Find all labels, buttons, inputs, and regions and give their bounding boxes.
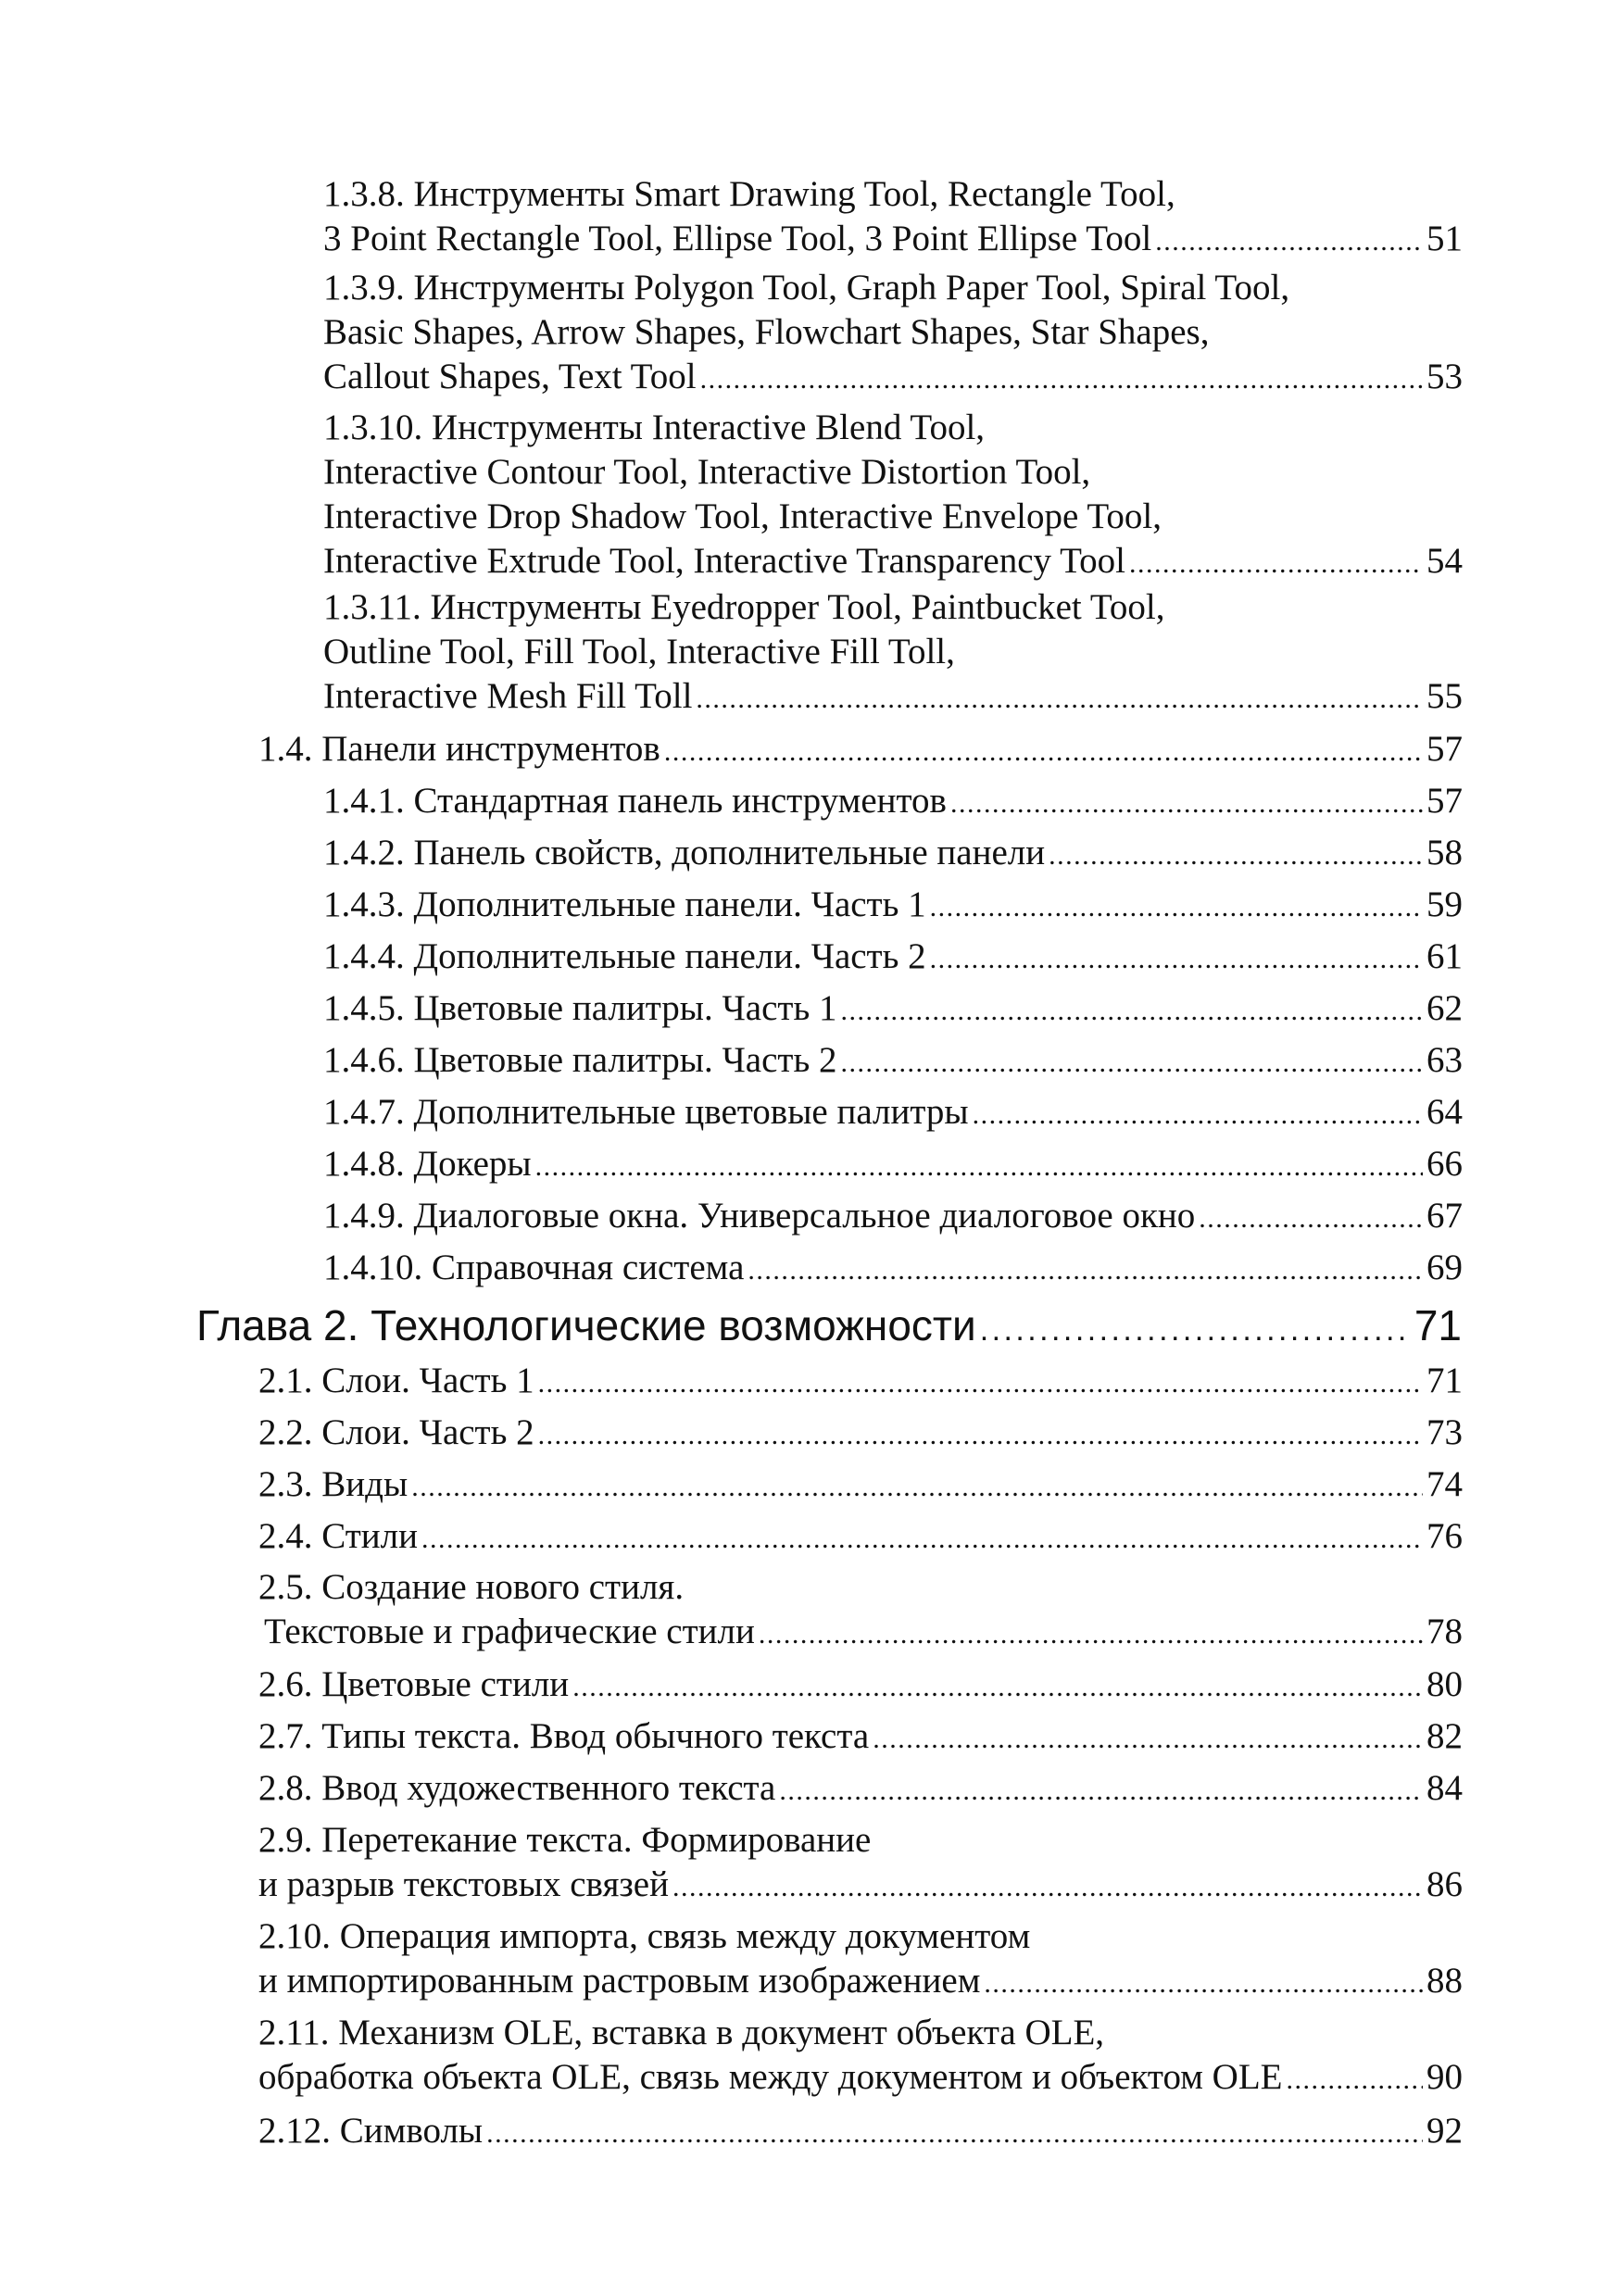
toc-entry-title: 2.4. Стили — [258, 1516, 418, 1556]
toc-page-number: 63 — [1426, 1040, 1463, 1080]
toc-entry-title: 1.4.9. Диалоговые окна. Универсальное диалоговое окно — [323, 1196, 1196, 1236]
toc-entry-title: 2.6. Цветовые стили — [258, 1664, 570, 1704]
toc-page-number: 82 — [1426, 1716, 1463, 1756]
leader-dots — [984, 1962, 1423, 2006]
toc-page-number: 57 — [1426, 729, 1463, 769]
toc-entry-1-4-4 — [323, 935, 1463, 982]
toc-entry-line: 1.3.10. Инструменты Interactive Blend Tool, — [323, 408, 986, 447]
leader-dots — [748, 1248, 1423, 1293]
toc-entry-1-4-2 — [323, 831, 1463, 878]
toc-entry-2-10 — [258, 1914, 1463, 2006]
toc-entry-1-3-10 — [323, 406, 1463, 586]
toc-page-number: 58 — [1426, 833, 1463, 872]
toc-entry-1-4-5 — [323, 986, 1463, 1034]
toc-entry-1-4-10 — [323, 1246, 1463, 1293]
toc-entry-line: 1.3.11. Инструменты Eyedropper Tool, Paintbucket Tool, — [323, 587, 1165, 627]
toc-entry-title: 2.1. Слои. Часть 1 — [258, 1361, 534, 1400]
toc-page-number: 54 — [1426, 541, 1463, 581]
toc-entry-title: 1.4.5. Цветовые палитры. Часть 1 — [323, 988, 837, 1028]
toc-entry-2-5 — [258, 1565, 1463, 1657]
toc-page-number: 84 — [1426, 1768, 1463, 1808]
toc-entry-1-4 — [258, 727, 1463, 774]
toc-entry-title: Interactive Extrude Tool, Interactive Transparency Tool — [323, 541, 1125, 581]
leader-dots — [1155, 220, 1423, 264]
toc-page-number: 73 — [1426, 1412, 1463, 1452]
toc-page-number: 59 — [1426, 885, 1463, 924]
toc-entry-title: 2.7. Типы текста. Ввод обычного текста — [258, 1716, 870, 1756]
toc-entry-2-9 — [258, 1818, 1463, 1910]
toc-entry-title: 1.4.1. Стандартная панель инструментов — [323, 781, 947, 821]
toc-entry-title: 1.4.8. Докеры — [323, 1144, 532, 1184]
leader-dots — [535, 1145, 1423, 1189]
leader-dots — [779, 1769, 1423, 1813]
toc-entry-title: Interactive Mesh Fill Toll — [323, 676, 693, 716]
toc-entry-line: 2.11. Механизм OLE, вставка в документ объекта OLE, — [258, 2013, 1105, 2052]
toc-entry-2-8 — [258, 1766, 1463, 1813]
toc-page-number: 66 — [1426, 1144, 1463, 1184]
toc-entry-title: обработка объекта OLE, связь между документом и объектом OLE — [258, 2057, 1283, 2097]
leader-dots — [1286, 2058, 1423, 2102]
toc-page-number: 74 — [1426, 1464, 1463, 1504]
leader-dots — [1129, 542, 1423, 586]
toc-entry-2-2 — [258, 1411, 1463, 1458]
toc-page-number: 88 — [1426, 1961, 1463, 2001]
toc-entry-2-6 — [258, 1662, 1463, 1710]
toc-entry-1-4-7 — [323, 1090, 1463, 1137]
toc-page-number: 69 — [1426, 1248, 1463, 1287]
leader-dots — [1199, 1197, 1423, 1241]
toc-entry-line: 2.9. Перетекание текста. Формирование — [258, 1820, 872, 1860]
toc-entry-2-11 — [258, 2011, 1463, 2102]
toc-page-number: 67 — [1426, 1196, 1463, 1236]
leader-dots — [980, 1304, 1411, 1356]
toc-entry-line: 1.3.9. Инструменты Polygon Tool, Graph Paper Tool, Spiral Tool, — [323, 268, 1290, 307]
leader-dots — [759, 1612, 1423, 1657]
toc-page-number: 51 — [1426, 219, 1463, 258]
toc-entry-title: 2.2. Слои. Часть 2 — [258, 1412, 534, 1452]
toc-page-number: 61 — [1426, 936, 1463, 976]
toc-entry-title: 2.3. Виды — [258, 1464, 408, 1504]
toc-page-number: 76 — [1426, 1516, 1463, 1556]
toc-entry-title: 1.4.4. Дополнительные панели. Часть 2 — [323, 936, 926, 976]
toc-entry-title: 2.8. Ввод художественного текста — [258, 1768, 776, 1808]
toc-page-number: 55 — [1426, 676, 1463, 716]
toc-entry-1-3-8 — [323, 172, 1463, 264]
leader-dots — [700, 358, 1423, 402]
toc-page-number: 64 — [1426, 1092, 1463, 1132]
toc-entry-line: 2.10. Операция импорта, связь между документом — [258, 1916, 1031, 1956]
leader-dots — [421, 1517, 1423, 1562]
leader-dots — [930, 885, 1423, 930]
toc-entry-2-12 — [258, 2109, 1463, 2156]
toc-entry-title: 2.12. Символы — [258, 2111, 484, 2151]
leader-dots — [411, 1465, 1423, 1510]
toc-entry-title: 1.4.6. Цветовые палитры. Часть 2 — [323, 1040, 837, 1080]
toc-entry-title: 1.4.3. Дополнительные панели. Часть 1 — [323, 885, 926, 924]
leader-dots — [973, 1093, 1423, 1137]
leader-dots — [950, 782, 1423, 826]
leader-dots — [538, 1361, 1423, 1406]
toc-page-number: 71 — [1414, 1301, 1462, 1349]
toc-page-number: 71 — [1426, 1361, 1463, 1400]
toc-entry-line: 1.3.8. Инструменты Smart Drawing Tool, Rectangle Tool, — [323, 174, 1175, 214]
toc-entry-1-3-11 — [323, 585, 1463, 721]
toc-entry-title: Callout Shapes, Text Tool — [323, 357, 697, 396]
leader-dots — [696, 677, 1423, 721]
leader-dots — [486, 2112, 1423, 2156]
leader-dots — [572, 1665, 1423, 1710]
toc-entry-1-4-8 — [323, 1142, 1463, 1189]
leader-dots — [1049, 834, 1423, 878]
leader-dots — [873, 1717, 1423, 1762]
leader-dots — [664, 730, 1423, 774]
leader-dots — [841, 1041, 1424, 1085]
toc-page-number: 62 — [1426, 988, 1463, 1028]
toc-page-number: 80 — [1426, 1664, 1463, 1704]
toc-entry-2-3 — [258, 1462, 1463, 1510]
toc-entry-title: 3 Point Rectangle Tool, Ellipse Tool, 3 Point Ellipse Tool — [323, 219, 1152, 258]
toc-page-number: 53 — [1426, 357, 1463, 396]
leader-dots — [841, 989, 1424, 1034]
toc-entry-2-7 — [258, 1714, 1463, 1762]
toc-entry-1-4-6 — [323, 1038, 1463, 1085]
toc-entry-title: 1.4.7. Дополнительные цветовые палитры — [323, 1092, 969, 1132]
toc-entry-1-3-9 — [323, 266, 1463, 402]
toc-entry-line: 2.5. Создание нового стиля. — [258, 1567, 685, 1607]
toc-entry-title: 1.4.10. Справочная система — [323, 1248, 745, 1287]
toc-entry-2-1 — [258, 1359, 1463, 1406]
toc-entry-line: Basic Shapes, Arrow Shapes, Flowchart Shapes, Star Shapes, — [323, 312, 1210, 352]
toc-entry-title: и импортированным растровым изображением — [258, 1961, 981, 2001]
toc-entry-title: 1.4. Панели инструментов — [258, 729, 660, 769]
toc-entry-line: Interactive Drop Shadow Tool, Interactive Envelope Tool, — [323, 496, 1162, 536]
toc-page-number: 86 — [1426, 1864, 1463, 1904]
toc-page-number: 92 — [1426, 2111, 1463, 2151]
toc-entry-2-4 — [258, 1514, 1463, 1562]
toc-entry-1-4-3 — [323, 883, 1463, 930]
toc-page-number: 90 — [1426, 2057, 1463, 2097]
leader-dots — [538, 1413, 1423, 1458]
toc-entry-line: Interactive Contour Tool, Interactive Distortion Tool, — [323, 452, 1091, 492]
toc-entry-1-4-1 — [323, 779, 1463, 826]
toc-entry-title: и разрыв текстовых связей — [258, 1864, 669, 1904]
leader-dots — [672, 1865, 1423, 1910]
toc-entry-title: Текстовые и графические стили — [264, 1612, 755, 1651]
toc-entry-title: 1.4.2. Панель свойств, дополнительные панели — [323, 833, 1046, 872]
leader-dots — [930, 937, 1423, 982]
toc-chapter-title: Глава 2. Технологические возможности — [196, 1301, 976, 1349]
toc-page-number: 57 — [1426, 781, 1463, 821]
toc-entry-line: Outline Tool, Fill Tool, Interactive Fill Toll, — [323, 632, 955, 671]
toc-page-number: 78 — [1426, 1612, 1463, 1651]
toc-chapter-2-heading — [196, 1299, 1462, 1356]
toc-entry-1-4-9 — [323, 1194, 1463, 1241]
